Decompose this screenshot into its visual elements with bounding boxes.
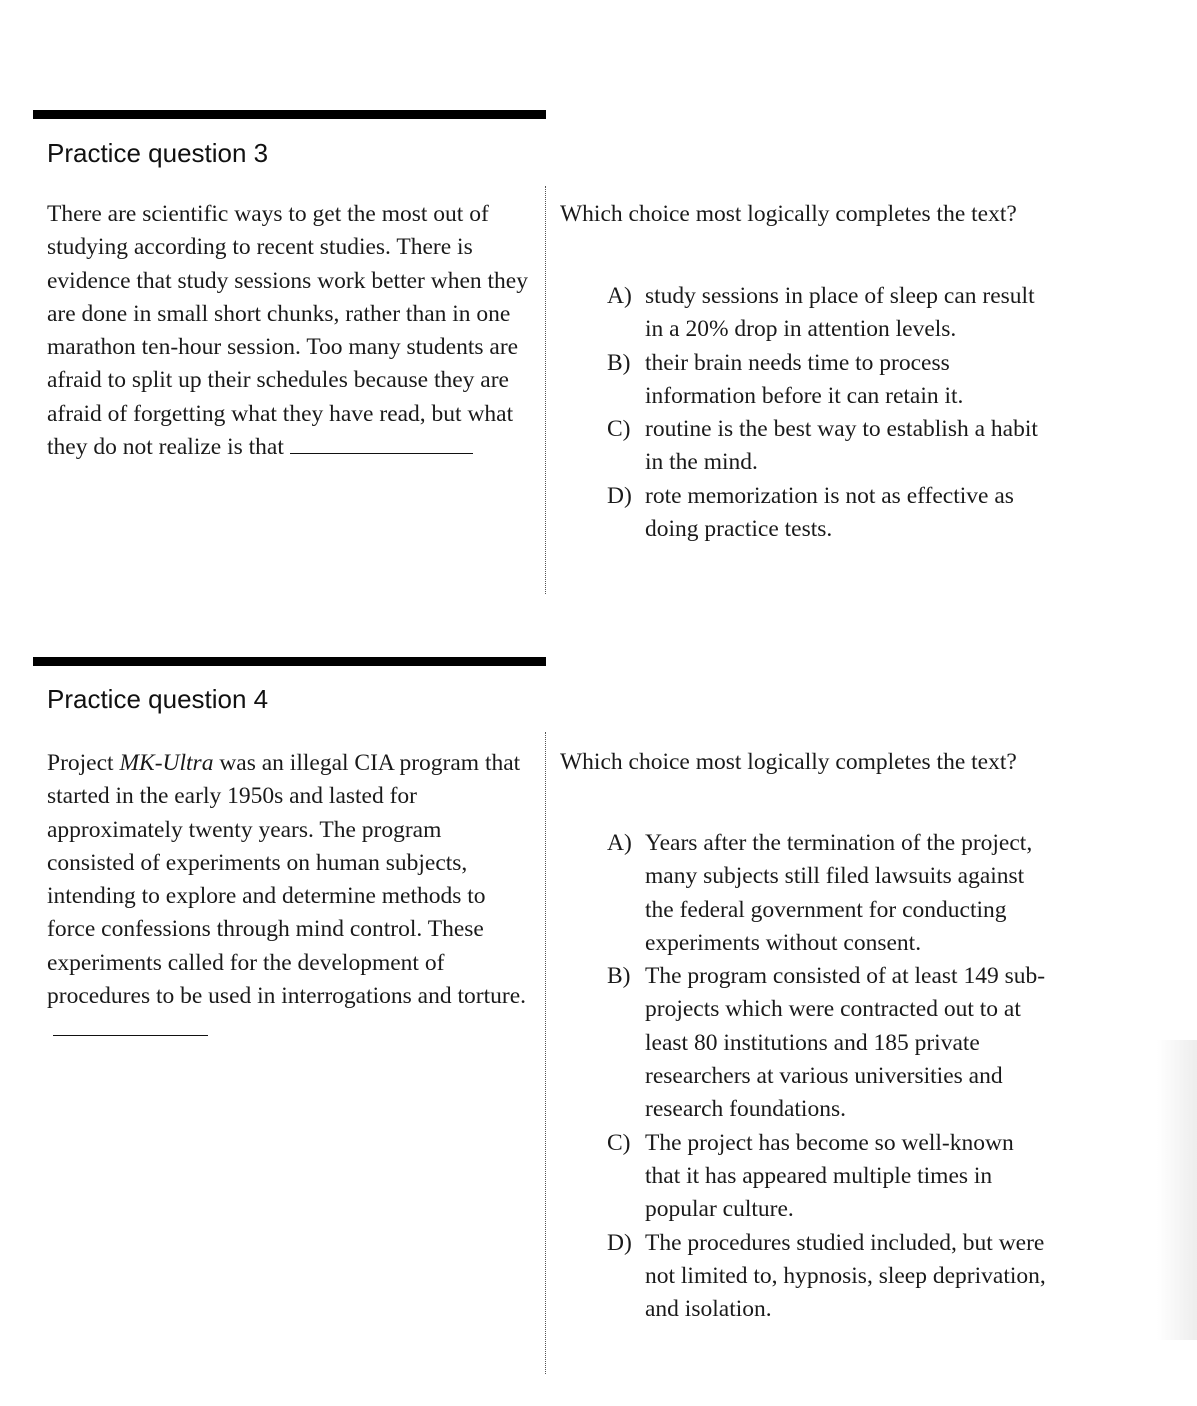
question-4-passage-prefix: Project (47, 750, 120, 776)
choice-text: Years after the termination of the project, many subjects still filed lawsuits against the federal government for conducting experiments without consent. (645, 830, 1033, 956)
column-divider-q4 (545, 732, 546, 1374)
choice-text: rote memorization is not as effective as doing practice tests. (645, 482, 1014, 543)
section-rule-q4 (33, 657, 546, 666)
choice-text: The project has become so well-known that it has appeared multiple times in popular culture. (645, 1129, 1014, 1223)
choice-letter: A) (607, 283, 632, 309)
choice-a[interactable] (607, 280, 1047, 347)
choice-d[interactable] (607, 480, 1047, 547)
choice-text: The program consisted of at least 149 sub-projects which were contracted out to at least 80 institutions and 185 private researchers at various universities and research foundations. (645, 963, 1046, 1123)
question-4-heading: Practice question 4 (47, 684, 269, 714)
choice-letter: B) (607, 963, 631, 990)
question-4-passage-italic: MK-Ultra (119, 750, 214, 776)
choice-c[interactable] (607, 1127, 1047, 1227)
answer-blank (53, 1015, 208, 1036)
choice-letter: D) (607, 482, 632, 509)
choice-d[interactable] (607, 1227, 1047, 1327)
choice-letter: C) (607, 1129, 631, 1156)
question-3-prompt: Which choice most logically completes the text? (560, 201, 1017, 227)
question-3-passage (47, 198, 532, 464)
choice-text: routine is the best way to establish a habit in the mind. (645, 416, 1038, 476)
page-edge-shadow (1157, 1040, 1197, 1340)
choice-b[interactable] (607, 347, 1047, 414)
answer-blank (290, 433, 473, 454)
choice-text: The procedures studied included, but were not limited to, hypnosis, sleep deprivation, and isolation. (645, 1229, 1046, 1323)
question-3-passage-text: There are scientific ways to get the most out of studying according to recent studies. There is evidence that study sessions work better when they are done in small short chunks, rather than in one marathon ten-hour session. Too many students are afraid to split up their schedules because they are afraid of forgetting what they have read, but what they do not realize is that (47, 201, 528, 461)
choice-b[interactable] (607, 960, 1047, 1126)
question-4-passage-rest: was an illegal CIA program that started in the early 1950s and lasted for approximately twenty years. The program consisted of experiments on human subjects, intending to explore and determine methods to force confessions through mind control. These experiments called for the development of procedures to be used in interrogations and torture. (47, 750, 526, 1010)
choice-letter: D) (607, 1229, 632, 1256)
choice-letter: C) (607, 416, 631, 443)
choice-text: their brain needs time to process information before it can retain it. (645, 349, 964, 409)
choice-c[interactable] (607, 413, 1047, 480)
column-divider-q3 (545, 186, 546, 594)
question-4-prompt: Which choice most logically completes the text? (560, 749, 1017, 775)
choice-letter: B) (607, 349, 631, 376)
choice-text: study sessions in place of sleep can result in a 20% drop in attention levels. (645, 283, 1035, 343)
question-4-passage (47, 747, 532, 1047)
choice-letter: A) (607, 830, 632, 856)
choice-a[interactable] (607, 827, 1047, 960)
question-3-choices (607, 280, 1047, 546)
question-3-heading: Practice question 3 (47, 138, 269, 168)
section-rule-q3 (33, 110, 546, 119)
question-4-choices (607, 827, 1047, 1326)
